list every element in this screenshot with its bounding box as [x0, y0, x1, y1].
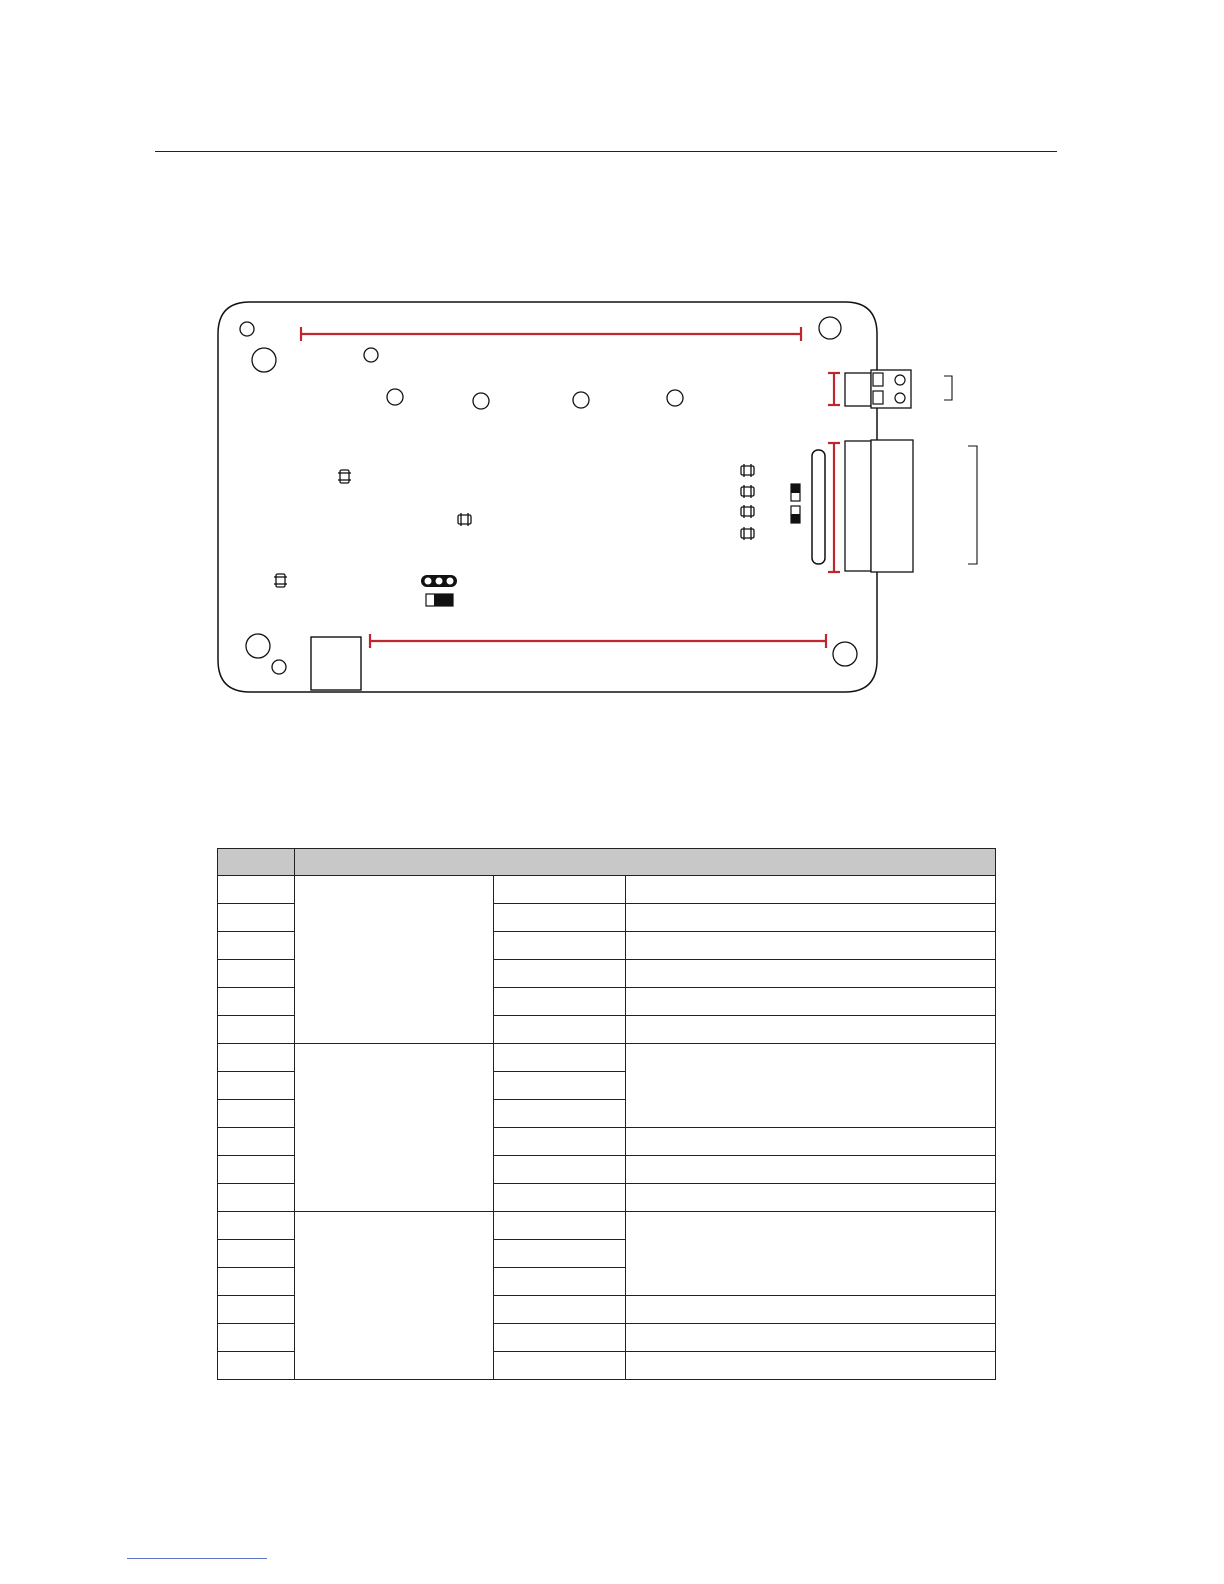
table-header-cell	[295, 849, 996, 876]
table-header-row	[218, 849, 996, 876]
mount-hole-bottom-right	[833, 642, 857, 666]
table-row	[218, 876, 996, 904]
working-led-icon	[458, 513, 471, 526]
network-led-icon	[274, 574, 287, 587]
jumper-column	[812, 450, 825, 564]
mount-hole-top-right	[819, 317, 841, 339]
table-header-cell	[218, 849, 295, 876]
door-lock-1-led	[667, 390, 683, 406]
alarm-output-connector-body	[845, 441, 871, 571]
table-row	[218, 1212, 996, 1240]
mount-hole-top-left-large	[252, 348, 276, 372]
table-row	[218, 1044, 996, 1072]
network-interface-port	[311, 637, 361, 690]
board-outline	[218, 302, 877, 692]
door-lock-4-led	[387, 389, 403, 405]
pin-definition-table	[217, 848, 996, 1380]
door-lock-3-led	[473, 393, 489, 409]
power-connector-body	[845, 373, 871, 406]
mount-hole-top-left	[240, 322, 254, 336]
mount-hole-bottom-left-small	[272, 660, 286, 674]
footnote-rule	[127, 1558, 267, 1559]
mount-hole-small	[364, 348, 378, 362]
door-lock-2-led	[573, 392, 589, 408]
alarm-output-connector-head	[871, 440, 913, 572]
alarm-output-leds	[741, 464, 754, 540]
mount-hole-bottom-left	[246, 634, 270, 658]
power-led-icon	[338, 470, 351, 483]
